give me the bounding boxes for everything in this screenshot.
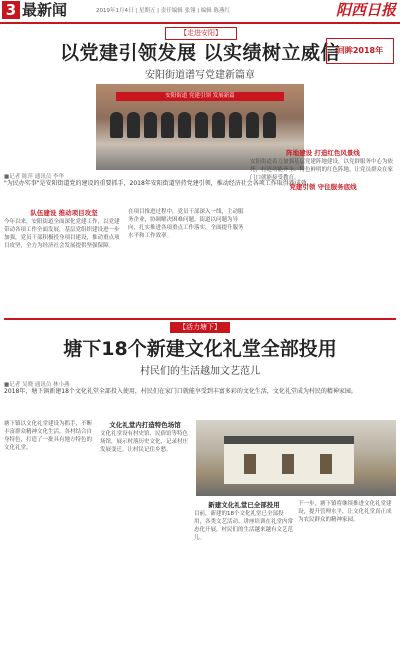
story1-column-2 [128, 208, 246, 326]
story2-column-2 [100, 420, 190, 652]
story1-column-1 [4, 208, 124, 308]
newspaper-logo: 阳西日报 [335, 1, 396, 19]
masthead [0, 0, 400, 24]
story1-col2-text: 在项目推进过程中，党员干部深入一线，主动服务企业，协调解决困难问题。街道以问题为导向，扎实推进各项重点工作落实，全面提升服务水平和工作效率。 [128, 209, 244, 239]
issue-meta: 2019年1月4日 | 星期五 | 责任编辑 张翎 | 编辑 陈燕红 [96, 8, 231, 14]
year-review-badge: 回眸2018年 [326, 38, 394, 64]
story2-col3-subhead: 新建文化礼堂已全部投用 [208, 501, 280, 509]
story2-kicker: 【活力塘下】 [170, 322, 230, 333]
story1-col1-subhead: 队伍建设 推动项目攻坚 [30, 209, 98, 217]
photo-people [108, 112, 294, 152]
story1-col1-text: 今年以来，安阳街道全面深化党建工作，以党建带动各项工作全面发展，基层党组织建设进一步加强，党员干部积极投身项目建设，推动重点项目攻坚，全力为经济社会发展提供坚强保障。 [4, 219, 120, 249]
story1-subheadline: 安阳街道谱写党建新篇章 [145, 70, 255, 81]
story2-byline: ■记者 吴晓 通讯员 林小燕 [4, 382, 70, 388]
story2-headline: 塘下18个新建文化礼堂全部投用 [63, 338, 337, 360]
section-divider [4, 318, 396, 320]
story1-col3-subhead: 阵地建设 打造红色风景线 [286, 149, 360, 157]
story2-subheadline: 村民们的生活越加文艺范儿 [140, 366, 260, 377]
section-title: 最新闻 [22, 1, 68, 19]
story2-column-4 [298, 500, 396, 652]
story1-col3-subhead2: 党建引领 守住服务底线 [289, 183, 357, 191]
story1-column-3 [250, 148, 396, 313]
story1-headline: 以党建引领发展 以实绩树立威信 [59, 42, 341, 64]
story2-column-3 [194, 500, 294, 652]
story1-byline: ■记者 陈萍 通讯员 李华 [4, 174, 64, 180]
story1-kicker: 【走进安阳】 [165, 27, 237, 40]
story2-col1-text: 塘下镇以文化礼堂建设为抓手，不断丰富群众精神文化生活。各村结合自身特色，打造了一批具有地方特色的文化礼堂。 [4, 421, 93, 451]
page-number: 3 [2, 1, 20, 19]
story2-col4-text: 下一步，塘下镇将继续推进文化礼堂建设，提升管理水平，让文化礼堂真正成为农民群众的精神家园。 [298, 501, 392, 523]
story2-col3-text: 目前，新建的18个文化礼堂已全部投用，各类文艺活动、讲座培训在礼堂内常态化开展，村民们的生活越来越有文艺范儿。 [194, 511, 294, 541]
story2-column-1 [4, 420, 96, 652]
photo-banner: 安阳街道 党建引领 发展新篇 [116, 92, 284, 101]
story1-lead: "为民办实事"是安阳街道党的建设的重要抓手，2018年安阳街道坚持党建引领，推动经济社会各项工作取得新成效。 [4, 180, 313, 187]
story2-col2-subhead: 文化礼堂内打造特色场馆 [109, 421, 181, 429]
cultural-hall-building [224, 436, 354, 484]
story2-col2-text: 文化礼堂设有村史馆、民俗馆等特色场馆，展示村落历史文化，记录村庄发展变迁，让村民记住乡愁。 [100, 431, 189, 453]
story2-lead: 2018年，塘下镇新建18个文化礼堂全部投入使用，村民们在家门口就能享受到丰富多彩的文化生活，文化礼堂成为村民的精神家园。 [4, 388, 357, 395]
story1-col3-text: 安阳街道着力加强基层党建阵地建设，以党群服务中心为依托，打造功能齐全、特色鲜明的红色阵地，让党员群众在家门口就能接受教育。 [250, 159, 394, 181]
